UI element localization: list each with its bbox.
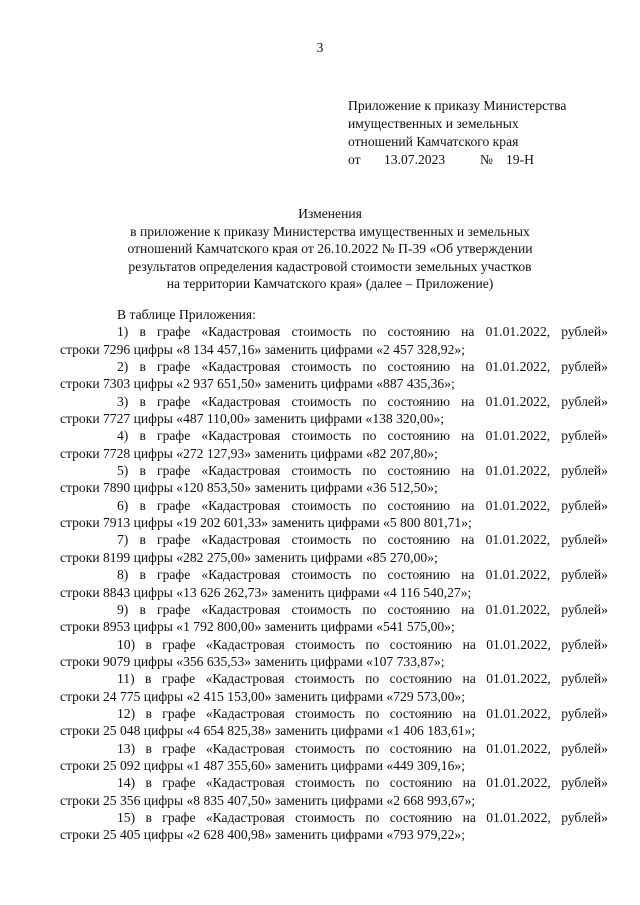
item-first-line bbox=[60, 566, 608, 583]
list-item bbox=[60, 323, 608, 358]
item-word: 01.01.2022, bbox=[485, 463, 551, 479]
item-word: по bbox=[362, 497, 377, 513]
approval-block bbox=[348, 97, 618, 169]
item-word: «Кадастровая bbox=[205, 671, 285, 687]
item-first-line bbox=[60, 740, 608, 757]
item-word: по bbox=[365, 775, 380, 791]
item-word: в bbox=[139, 497, 146, 513]
item-word: стоимость bbox=[295, 636, 355, 652]
item-word: «Кадастровая bbox=[205, 636, 285, 652]
item-number: 15) bbox=[117, 809, 136, 825]
item-number: 11) bbox=[117, 671, 135, 687]
item-word: стоимость bbox=[291, 567, 352, 583]
item-word: на bbox=[461, 428, 475, 444]
item-word: на bbox=[462, 740, 476, 756]
item-second-line: строки 7296 цифры «8 134 457,16» заменить цифрами «2 457 328,92»; bbox=[60, 341, 465, 357]
item-second-line: строки 7728 цифры «272 127,93» заменить цифрами «82 207,80»; bbox=[60, 445, 438, 461]
item-word: на bbox=[461, 532, 475, 548]
item-word: по bbox=[365, 809, 380, 825]
item-word: по bbox=[365, 671, 380, 687]
item-word: по bbox=[365, 636, 380, 652]
item-word: в bbox=[139, 428, 146, 444]
item-word: «Кадастровая bbox=[205, 740, 285, 756]
approval-number: 19-Н bbox=[506, 152, 534, 167]
item-word: в bbox=[139, 567, 146, 583]
item-word: «Кадастровая bbox=[201, 393, 281, 409]
item-second-line: строки 25 048 цифры «4 654 825,38» заменить цифрами «1 406 183,61»; bbox=[60, 723, 476, 739]
item-word: состоянию bbox=[389, 705, 453, 721]
item-word: стоимость bbox=[291, 532, 352, 548]
item-number: 6) bbox=[117, 497, 129, 513]
approval-meta bbox=[348, 151, 618, 169]
item-word: состоянию bbox=[387, 532, 451, 548]
list-item bbox=[60, 358, 608, 393]
item-word: в bbox=[139, 359, 146, 375]
item-word: графе bbox=[162, 775, 196, 791]
item-word: «Кадастровая bbox=[201, 497, 281, 513]
item-word: 01.01.2022, bbox=[486, 636, 551, 652]
list-item bbox=[60, 497, 608, 532]
item-word: на bbox=[461, 463, 475, 479]
item-word: рублей» bbox=[561, 601, 608, 617]
title-heading: Изменения bbox=[298, 206, 362, 221]
approval-line-1: Приложение к приказу Министерства bbox=[348, 98, 567, 113]
item-word: в bbox=[139, 601, 146, 617]
item-word: состоянию bbox=[389, 740, 453, 756]
intro-text: В таблице Приложения: bbox=[117, 307, 256, 322]
item-number: 5) bbox=[117, 463, 129, 479]
item-word: на bbox=[461, 359, 475, 375]
item-word: рублей» bbox=[561, 705, 608, 721]
item-word: «Кадастровая bbox=[201, 324, 281, 340]
item-word: по bbox=[362, 393, 377, 409]
item-word: рублей» bbox=[561, 740, 608, 756]
item-number: 4) bbox=[117, 428, 129, 444]
item-word: рублей» bbox=[561, 567, 608, 583]
item-number: 12) bbox=[117, 705, 136, 721]
approval-date: 13.07.2023 bbox=[384, 152, 446, 167]
item-number: 3) bbox=[117, 393, 129, 409]
item-word: 01.01.2022, bbox=[486, 705, 551, 721]
item-word: «Кадастровая bbox=[205, 809, 285, 825]
item-word: графе bbox=[157, 567, 191, 583]
title-line-5: на территории Камчатского края» (далее – Приложение) bbox=[166, 276, 494, 292]
item-word: рублей» bbox=[561, 463, 608, 479]
item-word: на bbox=[461, 324, 475, 340]
item-word: 01.01.2022, bbox=[486, 809, 551, 825]
item-second-line: строки 8843 цифры «13 626 262,73» заменить цифрами «4 116 540,27»; bbox=[60, 584, 472, 600]
list-item bbox=[60, 670, 608, 705]
list-item bbox=[60, 531, 608, 566]
item-word: стоимость bbox=[291, 463, 352, 479]
item-word: состоянию bbox=[387, 497, 451, 513]
item-word: состоянию bbox=[389, 671, 453, 687]
item-word: стоимость bbox=[291, 359, 352, 375]
title-line-3: отношений Камчатского края от 26.10.2022 № П-39 «Об утверждении bbox=[127, 241, 533, 257]
item-word: по bbox=[362, 532, 377, 548]
item-word: рублей» bbox=[561, 324, 608, 340]
title-line-2: в приложение к приказу Министерства имущественных и земельных bbox=[130, 223, 530, 239]
list-item bbox=[60, 462, 608, 497]
item-number: 9) bbox=[117, 601, 129, 617]
item-second-line: строки 25 405 цифры «2 628 400,98» заменить цифрами «793 979,22»; bbox=[60, 827, 465, 843]
item-word: «Кадастровая bbox=[201, 359, 281, 375]
item-word: в bbox=[139, 532, 146, 548]
item-word: графе bbox=[157, 532, 191, 548]
item-first-line bbox=[60, 774, 608, 791]
item-word: 01.01.2022, bbox=[485, 532, 551, 548]
item-word: состоянию bbox=[387, 463, 451, 479]
item-word: состоянию bbox=[389, 775, 453, 791]
item-word: стоимость bbox=[291, 601, 352, 617]
item-word: по bbox=[365, 705, 380, 721]
title-line-4: результатов определения кадастровой стоимости земельных участков bbox=[128, 258, 532, 274]
item-word: стоимость bbox=[295, 705, 355, 721]
item-word: стоимость bbox=[295, 740, 355, 756]
item-word: в bbox=[139, 324, 146, 340]
item-number: 1) bbox=[117, 324, 129, 340]
item-word: рублей» bbox=[561, 532, 608, 548]
list-item bbox=[60, 774, 608, 809]
item-word: рублей» bbox=[561, 359, 608, 375]
item-word: «Кадастровая bbox=[205, 775, 285, 791]
item-first-line bbox=[60, 497, 608, 514]
item-word: графе bbox=[157, 359, 191, 375]
item-word: графе bbox=[157, 497, 191, 513]
item-second-line: строки 25 356 цифры «8 835 407,50» заменить цифрами «2 668 993,67»; bbox=[60, 792, 476, 808]
item-second-line: строки 7890 цифры «120 853,50» заменить цифрами «36 512,50»; bbox=[60, 480, 438, 496]
item-word: в bbox=[145, 775, 152, 791]
item-second-line: строки 7303 цифры «2 937 651,50» заменить цифрами «887 435,36»; bbox=[60, 376, 455, 392]
item-first-line bbox=[60, 462, 608, 479]
item-word: «Кадастровая bbox=[205, 705, 285, 721]
item-word: стоимость bbox=[295, 775, 355, 791]
item-word: на bbox=[461, 567, 475, 583]
approval-line-2: имущественных и земельных bbox=[348, 116, 519, 131]
item-word: в bbox=[145, 705, 152, 721]
item-word: на bbox=[462, 775, 476, 791]
item-first-line bbox=[60, 809, 608, 826]
item-second-line: строки 7913 цифры «19 202 601,33» заменить цифрами «5 800 801,71»; bbox=[60, 515, 472, 531]
item-second-line: строки 24 775 цифры «2 415 153,00» заменить цифрами «729 573,00»; bbox=[60, 688, 465, 704]
item-word: рублей» bbox=[561, 671, 608, 687]
item-word: состоянию bbox=[387, 428, 451, 444]
item-word: состоянию bbox=[389, 809, 453, 825]
item-word: стоимость bbox=[295, 809, 355, 825]
item-word: 01.01.2022, bbox=[485, 359, 551, 375]
item-word: по bbox=[365, 740, 380, 756]
item-word: «Кадастровая bbox=[201, 567, 281, 583]
item-word: состоянию bbox=[389, 636, 453, 652]
item-word: 01.01.2022, bbox=[485, 324, 551, 340]
list-item bbox=[60, 566, 608, 601]
item-word: 01.01.2022, bbox=[485, 428, 551, 444]
item-number: 13) bbox=[117, 740, 136, 756]
item-word: «Кадастровая bbox=[201, 428, 281, 444]
item-word: стоимость bbox=[291, 497, 352, 513]
item-first-line bbox=[60, 670, 608, 687]
item-word: «Кадастровая bbox=[201, 532, 281, 548]
item-word: графе bbox=[162, 705, 196, 721]
item-word: 01.01.2022, bbox=[485, 393, 551, 409]
item-word: рублей» bbox=[561, 393, 608, 409]
item-word: рублей» bbox=[561, 428, 608, 444]
item-word: графе bbox=[157, 463, 191, 479]
item-number: 7) bbox=[117, 532, 129, 548]
item-word: стоимость bbox=[291, 428, 352, 444]
item-word: состоянию bbox=[387, 359, 451, 375]
item-word: на bbox=[461, 393, 475, 409]
item-word: графе bbox=[157, 393, 191, 409]
item-word: по bbox=[362, 601, 377, 617]
item-word: 01.01.2022, bbox=[485, 567, 551, 583]
page-number: 3 bbox=[316, 40, 324, 55]
list-item bbox=[60, 809, 608, 844]
item-word: «Кадастровая bbox=[201, 463, 281, 479]
item-word: 01.01.2022, bbox=[486, 671, 551, 687]
item-word: в bbox=[145, 740, 152, 756]
item-word: стоимость bbox=[291, 324, 352, 340]
item-word: «Кадастровая bbox=[201, 601, 281, 617]
item-word: рублей» bbox=[561, 809, 608, 825]
item-number: 10) bbox=[117, 636, 136, 652]
item-word: рублей» bbox=[561, 775, 608, 791]
item-word: на bbox=[462, 636, 476, 652]
item-word: в bbox=[145, 809, 152, 825]
item-word: по bbox=[362, 567, 377, 583]
list-item bbox=[60, 636, 608, 671]
item-word: по bbox=[362, 324, 377, 340]
item-word: по bbox=[362, 428, 377, 444]
item-second-line: строки 8199 цифры «282 275,00» заменить цифрами «85 270,00»; bbox=[60, 549, 438, 565]
item-first-line bbox=[60, 358, 608, 375]
approval-number-sign: № bbox=[480, 152, 493, 167]
item-word: на bbox=[462, 705, 476, 721]
item-word: 01.01.2022, bbox=[486, 740, 551, 756]
item-number: 8) bbox=[117, 567, 129, 583]
item-word: графе bbox=[161, 671, 196, 687]
list-item bbox=[60, 601, 608, 636]
item-word: графе bbox=[157, 324, 191, 340]
item-word: на bbox=[462, 809, 476, 825]
item-word: 01.01.2022, bbox=[485, 497, 551, 513]
item-number: 2) bbox=[117, 359, 129, 375]
item-word: графе bbox=[162, 636, 196, 652]
item-word: 01.01.2022, bbox=[486, 775, 551, 791]
item-second-line: строки 7727 цифры «487 110,00» заменить цифрами «138 320,00»; bbox=[60, 411, 445, 427]
list-item bbox=[60, 705, 608, 740]
amendments-list bbox=[60, 323, 608, 843]
item-first-line bbox=[60, 323, 608, 340]
item-second-line: строки 8953 цифры «1 792 800,00» заменить цифрами «541 575,00»; bbox=[60, 619, 455, 635]
item-first-line bbox=[60, 636, 608, 653]
item-word: состоянию bbox=[387, 324, 451, 340]
item-word: в bbox=[145, 636, 152, 652]
item-word: стоимость bbox=[291, 393, 352, 409]
item-first-line bbox=[60, 531, 608, 548]
document-title bbox=[60, 205, 600, 293]
item-first-line bbox=[60, 393, 608, 410]
item-word: состоянию bbox=[387, 393, 451, 409]
item-word: на bbox=[462, 671, 476, 687]
item-second-line: строки 25 092 цифры «1 487 355,60» заменить цифрами «449 309,16»; bbox=[60, 757, 465, 773]
list-item bbox=[60, 740, 608, 775]
item-word: по bbox=[362, 463, 377, 479]
item-word: рублей» bbox=[561, 636, 608, 652]
item-word: графе bbox=[157, 601, 191, 617]
item-word: состоянию bbox=[387, 601, 451, 617]
item-first-line bbox=[60, 705, 608, 722]
item-word: рублей» bbox=[561, 497, 608, 513]
approval-from-label: от bbox=[348, 152, 361, 167]
item-first-line bbox=[60, 601, 608, 618]
approval-line-3: отношений Камчатского края bbox=[348, 134, 519, 149]
item-word: графе bbox=[162, 740, 196, 756]
item-word: на bbox=[461, 601, 475, 617]
item-word: в bbox=[145, 671, 152, 687]
item-word: состоянию bbox=[387, 567, 451, 583]
item-first-line bbox=[60, 427, 608, 444]
list-item bbox=[60, 427, 608, 462]
item-word: 01.01.2022, bbox=[485, 601, 551, 617]
item-word: в bbox=[139, 463, 146, 479]
list-item bbox=[60, 393, 608, 428]
item-word: графе bbox=[162, 809, 196, 825]
item-word: стоимость bbox=[294, 671, 355, 687]
item-number: 14) bbox=[117, 775, 136, 791]
item-word: в bbox=[139, 393, 146, 409]
item-second-line: строки 9079 цифры «356 635,53» заменить цифрами «107 733,87»; bbox=[60, 653, 445, 669]
item-word: по bbox=[362, 359, 377, 375]
document-body bbox=[60, 306, 608, 844]
item-word: на bbox=[461, 497, 475, 513]
item-word: графе bbox=[157, 428, 191, 444]
